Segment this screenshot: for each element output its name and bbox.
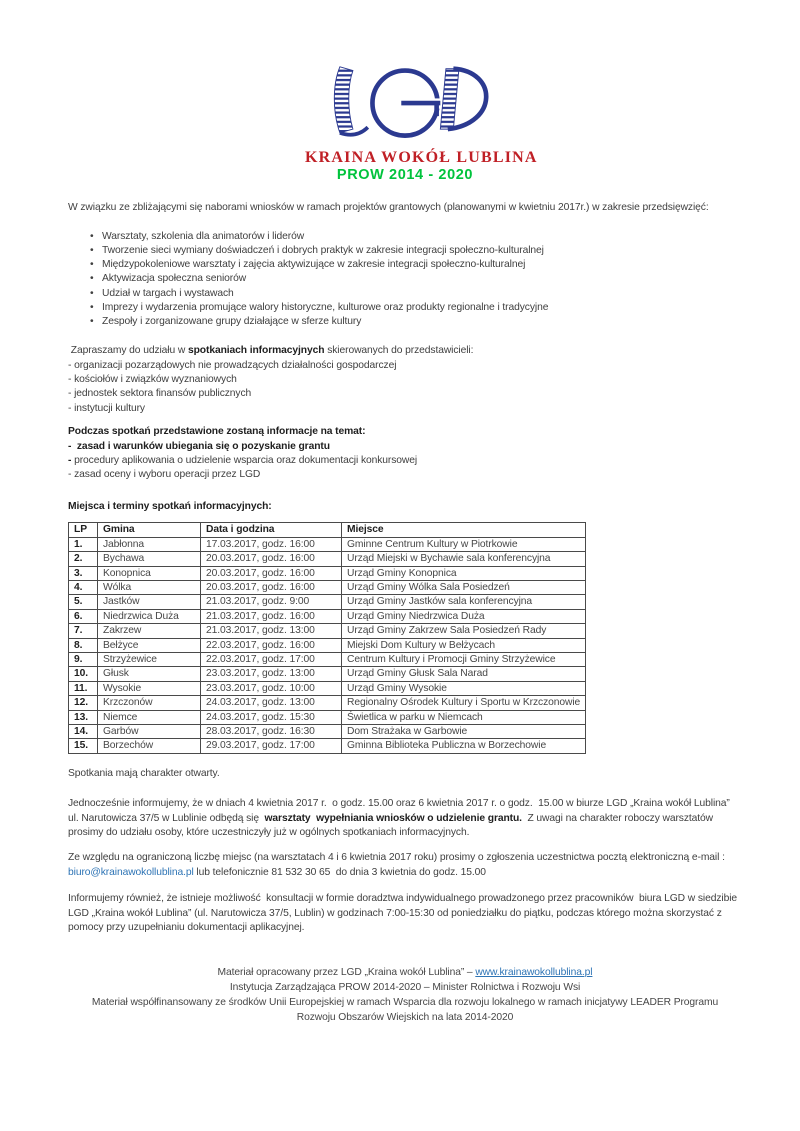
cell-gmina: Krzczonów	[98, 696, 201, 710]
footer	[68, 965, 742, 1025]
workshops-part1: Jednocześnie informujemy, że w dniach 4 kwietnia 2017 r. o godz. 15.00 oraz 6 kwietnia 2017 r. o godz. 15.00 w biurze LGD „Kraina wokół Lublina” ul. Narutowicza 37/5 w Lublinie odbędą się	[68, 798, 733, 824]
table-row	[69, 710, 586, 724]
cell-lp: 1.	[69, 537, 98, 551]
cell-data: 17.03.2017, godz. 16:00	[201, 537, 342, 551]
cell-data: 23.03.2017, godz. 10:00	[201, 681, 342, 695]
bullet-icon: •	[90, 316, 94, 328]
list-item	[90, 315, 742, 329]
list-item	[90, 301, 742, 315]
list-item-label: Międzypokoleniowe warsztaty i zajęcia aktywizujące w zakresie integracji społeczno-kulturalnej	[102, 259, 526, 271]
table-body	[69, 537, 586, 753]
col-header-miejsce: Miejsce	[342, 523, 586, 537]
cell-data: 20.03.2017, godz. 16:00	[201, 566, 342, 580]
topic-item-3: - zasad oceny i wyboru operacji przez LGD	[68, 469, 261, 481]
table-row	[69, 580, 586, 594]
list-item-label: Warsztaty, szkolenia dla animatorów i liderów	[102, 230, 305, 242]
table-row	[69, 739, 586, 753]
cell-data: 21.03.2017, godz. 9:00	[201, 595, 342, 609]
cell-gmina: Głusk	[98, 667, 201, 681]
table-row	[69, 696, 586, 710]
table-row	[69, 652, 586, 666]
table-row	[69, 595, 586, 609]
cell-gmina: Niedrzwica Duża	[98, 609, 201, 623]
workshops-part2: Z uwagi na charakter roboczy warsztatów prosimy do udziału osoby, które uczestniczyły już w ogólnych spotkaniach informacyjnych.	[68, 812, 716, 839]
signup-paragraph	[68, 851, 742, 880]
cell-data: 29.03.2017, godz. 17:00	[201, 739, 342, 753]
invite-bold: spotkaniach informacyjnych	[187, 345, 325, 357]
cell-gmina: Bełżyce	[98, 638, 201, 652]
footer-line-4: Rozwoju Obszarów Wiejskich na lata 2014-2020	[296, 1012, 514, 1024]
cell-lp: 14.	[69, 724, 98, 738]
cell-lp: 6.	[69, 609, 98, 623]
cell-lp: 13.	[69, 710, 98, 724]
cell-data: 24.03.2017, godz. 15:30	[201, 710, 342, 724]
topics-heading: Podczas spotkań przedstawione zostaną informacje na temat:	[68, 426, 366, 438]
bullet-icon: •	[90, 273, 94, 285]
invite-prefix: Zapraszamy do udziału w	[68, 345, 188, 357]
audience-list	[68, 359, 742, 417]
cell-lp: 11.	[69, 681, 98, 695]
bullet-icon: •	[90, 245, 94, 257]
footer-line-2: Instytucja Zarządzająca PROW 2014-2020 – Minister Rolnictwa i Rozwoju Wsi	[229, 982, 581, 994]
list-item	[90, 258, 742, 272]
col-header-gmina: Gmina	[98, 523, 201, 537]
topics-section	[68, 425, 742, 483]
table-row	[69, 681, 586, 695]
cell-miejsce: Urząd Gminy Głusk Sala Narad	[342, 667, 586, 681]
cell-miejsce: Urząd Gminy Niedrzwica Duża	[342, 609, 586, 623]
cell-lp: 10.	[69, 667, 98, 681]
cell-lp: 15.	[69, 739, 98, 753]
audience-item: - organizacji pozarządowych nie prowadzących działalności gospodarczej	[68, 359, 397, 371]
table-row	[69, 566, 586, 580]
cell-data: 24.03.2017, godz. 13:00	[201, 696, 342, 710]
cell-miejsce: Urząd Gminy Wólka Sala Posiedzeń	[342, 580, 586, 594]
table-row	[69, 537, 586, 551]
cell-miejsce: Urząd Gminy Wysokie	[342, 681, 586, 695]
meetings-table	[68, 522, 586, 754]
audience-item: - jednostek sektora finansów publicznych	[68, 388, 252, 400]
consult-paragraph: Informujemy również, że istnieje możliwość konsultacji w formie doradztwa indywidualnego prowadzonego przez pracowników biura LGD w siedzibie LGD „Kraina wokół Lublina” (ul. Narutowicza 37/5, Lublin) w godzinach 7:00-15:30 od poniedziałku do piątku, podczas którego można skorzystać z pomocy przy uzupełnianiu dokumentacji aplikacyjnej.	[68, 893, 740, 934]
cell-miejsce: Dom Strażaka w Garbowie	[342, 724, 586, 738]
cell-lp: 2.	[69, 552, 98, 566]
footer-line-3: Materiał współfinansowany ze środków Unii Europejskiej w ramach Wsparcia dla rozwoju lokalnego w ramach inicjatywy LEADER Programu	[91, 997, 719, 1009]
cell-gmina: Jastków	[98, 595, 201, 609]
cell-lp: 9.	[69, 652, 98, 666]
col-header-lp: LP	[69, 523, 98, 537]
topic-item-2-dash: -	[68, 455, 75, 467]
cell-gmina: Niemce	[98, 710, 201, 724]
cell-data: 22.03.2017, godz. 16:00	[201, 638, 342, 652]
topic-item-1: - zasad i warunków ubiegania się o pozyskanie grantu	[68, 440, 330, 452]
workshops-bold: warsztaty wypełniania wniosków o udzielenie grantu.	[264, 812, 522, 824]
bullet-icon: •	[90, 287, 94, 299]
list-item-label: Imprezy i wydarzenia promujące walory historyczne, kulturowe oraz produkty regionalne i tradycyjne	[102, 301, 549, 313]
list-item	[90, 287, 742, 301]
footer-line-1	[68, 965, 742, 980]
meetings-caption: Miejsca i terminy spotkań informacyjnych:	[68, 500, 272, 512]
logo-subtitle: PROW 2014 - 2020	[336, 167, 474, 184]
activities-list	[68, 230, 742, 329]
cell-data: 20.03.2017, godz. 16:00	[201, 552, 342, 566]
cell-gmina: Strzyżewice	[98, 652, 201, 666]
email-link[interactable]: biuro@krainawokollublina.pl	[68, 866, 194, 878]
cell-gmina: Konopnica	[98, 566, 201, 580]
lgd-logo	[305, 64, 538, 184]
cell-data: 21.03.2017, godz. 13:00	[201, 624, 342, 638]
topic-item-2	[68, 454, 742, 468]
list-item	[90, 230, 742, 244]
cell-miejsce: Gminna Biblioteka Publiczna w Borzechowie	[342, 739, 586, 753]
cell-data: 28.03.2017, godz. 16:30	[201, 724, 342, 738]
cell-miejsce: Urząd Gminy Konopnica	[342, 566, 586, 580]
audience-item: - instytucji kultury	[68, 402, 145, 414]
list-item-label: Udział w targach i wystawach	[102, 287, 234, 299]
invite-paragraph	[68, 344, 742, 358]
col-header-data: Data i godzina	[201, 523, 342, 537]
cell-lp: 7.	[69, 624, 98, 638]
cell-lp: 5.	[69, 595, 98, 609]
cell-gmina: Garbów	[98, 724, 201, 738]
invite-suffix: skierowanych do przedstawicieli:	[324, 345, 474, 357]
table-row	[69, 724, 586, 738]
cell-gmina: Wólka	[98, 580, 201, 594]
table-row	[69, 638, 586, 652]
table-row	[69, 609, 586, 623]
cell-lp: 4.	[69, 580, 98, 594]
cell-data: 20.03.2017, godz. 16:00	[201, 580, 342, 594]
list-item-label: Tworzenie sieci wymiany doświadczeń i dobrych praktyk w zakresie integracji społeczno-kulturalnej	[102, 245, 544, 257]
cell-lp: 3.	[69, 566, 98, 580]
cell-miejsce: Centrum Kultury i Promocji Gminy Strzyżewice	[342, 652, 586, 666]
list-item-label: Zespoły i zorganizowane grupy działające w sferze kultury	[102, 316, 362, 328]
signup-part1: Ze względu na ograniczoną liczbę miejsc (na warsztatach 4 i 6 kwietnia 2017 roku) prosimy o zgłoszenia uczestnictwa pocztą elektroniczną e-mail :	[68, 852, 728, 864]
footer-line-1-text: Materiał opracowany przez LGD „Kraina wokół Lublina” –	[217, 967, 476, 979]
open-note: Spotkania mają charakter otwarty.	[68, 767, 220, 779]
list-item	[90, 272, 742, 286]
cell-gmina: Bychawa	[98, 552, 201, 566]
intro-paragraph: W związku ze zbliżającymi się naborami wniosków w ramach projektów grantowych (planowanymi w kwietniu 2017r.) w zakresie przedsięwzięć:	[68, 202, 709, 214]
topic-item-2-text: procedury aplikowania o udzielenie wsparcia oraz dokumentacji konkursowej	[74, 455, 418, 467]
cell-miejsce: Urząd Gminy Zakrzew Sala Posiedzeń Rady	[342, 624, 586, 638]
cell-data: 21.03.2017, godz. 16:00	[201, 609, 342, 623]
cell-lp: 8.	[69, 638, 98, 652]
table-row	[69, 667, 586, 681]
table-row	[69, 552, 586, 566]
cell-data: 23.03.2017, godz. 13:00	[201, 667, 342, 681]
table-row	[69, 624, 586, 638]
list-item	[90, 244, 742, 258]
bullet-icon: •	[90, 259, 94, 271]
invite-section	[68, 344, 742, 416]
cell-miejsce: Miejski Dom Kultury w Bełżycach	[342, 638, 586, 652]
cell-miejsce: Urząd Miejski w Bychawie sala konferencyjna	[342, 552, 586, 566]
bullet-icon: •	[90, 301, 94, 313]
cell-gmina: Zakrzew	[98, 624, 201, 638]
audience-item: - kościołów i związków wyznaniowych	[68, 374, 237, 386]
cell-lp: 12.	[69, 696, 98, 710]
cell-data: 22.03.2017, godz. 17:00	[201, 652, 342, 666]
cell-gmina: Borzechów	[98, 739, 201, 753]
cell-gmina: Jabłonna	[98, 537, 201, 551]
list-item-label: Aktywizacja społeczna seniorów	[102, 273, 247, 285]
bullet-icon: •	[90, 230, 94, 242]
cell-miejsce: Regionalny Ośrodek Kultury i Sportu w Krzczonowie	[342, 696, 586, 710]
signup-part2: lub telefonicznie 81 532 30 65 do dnia 3 kwietnia do godz. 15.00	[193, 866, 486, 878]
lgd-letters-icon	[312, 64, 498, 144]
workshops-paragraph	[68, 797, 742, 840]
cell-miejsce: Gminne Centrum Kultury w Piotrkowie	[342, 537, 586, 551]
table-header-row	[69, 523, 586, 537]
cell-gmina: Wysokie	[98, 681, 201, 695]
logo-title: KRAINA WOKÓŁ LUBLINA	[305, 149, 538, 167]
cell-miejsce: Świetlica w parku w Niemcach	[342, 710, 586, 724]
website-link[interactable]: www.krainawokollublina.pl	[475, 967, 593, 979]
cell-miejsce: Urząd Gminy Jastków sala konferencyjna	[342, 595, 586, 609]
